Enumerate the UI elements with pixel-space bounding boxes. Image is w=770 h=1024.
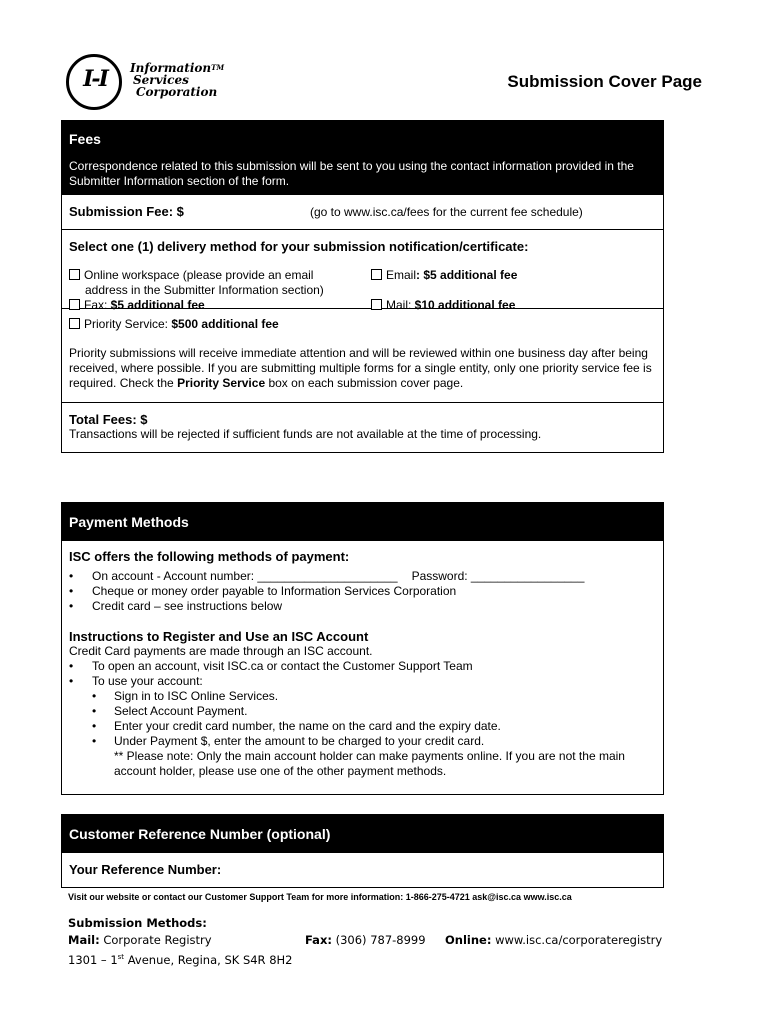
list-item: • Under Payment $, enter the amount to be charged to your credit card. <box>92 734 656 749</box>
submission-methods <box>68 915 688 969</box>
logo-tm: TM <box>211 63 225 72</box>
mail-method-label: Mail: <box>68 933 100 947</box>
online-method-value: www.isc.ca/corporateregistry <box>491 933 663 947</box>
mailing-address <box>68 949 688 969</box>
list-item: • To open an account, visit ISC.ca or contact the Customer Support Team <box>69 659 656 674</box>
reference-section <box>61 814 664 888</box>
reference-label: Your Reference Number: <box>69 862 222 877</box>
password-line: Password: _________________ <box>411 569 585 583</box>
total-fees-label: Total Fees: $ <box>69 412 148 427</box>
logo-line-1: Information <box>130 61 212 75</box>
payment-section <box>61 502 664 795</box>
fees-section <box>61 120 664 453</box>
payment-header <box>62 503 663 541</box>
email-fee: : $5 additional fee <box>416 268 518 282</box>
logo-mark: I-I <box>83 66 107 92</box>
list-item: • Enter your credit card number, the name on the card and the expiry date. <box>92 719 656 734</box>
mail-checkbox[interactable] <box>371 299 382 310</box>
online-method-label: Online: <box>445 933 492 947</box>
fax-method-value: (306) 787-8999 <box>331 933 426 947</box>
contact-line: Visit our website or contact our Customer Support Team for more information: 1-866-275-4721 ask@isc.ca www.isc.ca <box>68 892 572 902</box>
priority-checkbox[interactable] <box>69 318 80 329</box>
logo-line-2: Services <box>133 73 189 87</box>
mail-option[interactable] <box>371 298 515 313</box>
list-item: • Credit card – see instructions below <box>69 599 656 614</box>
total-fees-row <box>62 402 663 452</box>
instructions-list <box>69 659 656 689</box>
online-workspace-option[interactable] <box>69 268 359 298</box>
online-workspace-label: Online workspace (please provide an email <box>84 268 314 282</box>
submission-fee-note: (go to www.isc.ca/fees for the current fee schedule) <box>310 205 583 219</box>
fax-label: Fax: <box>84 298 111 312</box>
mail-method <box>68 933 212 947</box>
priority-fee: $500 additional fee <box>171 317 279 331</box>
page-title: Submission Cover Page <box>507 72 702 91</box>
delivery-method-row <box>62 229 663 312</box>
email-option[interactable] <box>371 268 517 283</box>
fax-option[interactable] <box>69 298 656 313</box>
reference-row[interactable] <box>62 853 663 887</box>
fees-heading: Fees <box>69 131 101 147</box>
mail-fee: $10 additional fee <box>414 298 516 312</box>
online-method <box>445 932 662 949</box>
address-pre: 1301 – 1 <box>68 952 118 967</box>
delivery-options <box>69 268 656 313</box>
fax-method <box>305 932 426 949</box>
submission-methods-heading: Submission Methods: <box>68 916 207 930</box>
address-post: Avenue, Regina, SK S4R 8H2 <box>124 952 293 967</box>
priority-text-1: Priority submissions will receive immediate attention and will be reviewed within one business day after being received, where possible. If you are submitting multiple forms for a single entity, only one priority service fee is required. Check the <box>69 346 652 390</box>
methods-heading: ISC offers the following methods of payment: <box>69 549 350 564</box>
mail-label: Mail: <box>386 298 415 312</box>
mail-method-value: Corporate Registry <box>99 933 212 947</box>
reference-heading: Customer Reference Number (optional) <box>69 826 331 842</box>
submission-fee-label: Submission Fee: $ <box>69 204 184 219</box>
priority-option[interactable] <box>69 317 656 332</box>
reference-header <box>62 815 663 853</box>
payment-heading: Payment Methods <box>69 514 189 530</box>
priority-label: Priority Service: <box>84 317 172 331</box>
priority-text-bold: Priority Service <box>177 376 266 390</box>
submission-methods-row <box>68 932 688 949</box>
instructions-heading: Instructions to Register and Use an ISC Account <box>69 629 369 644</box>
address-sup: st <box>117 953 125 961</box>
list-item: • Sign in to ISC Online Services. <box>92 689 656 704</box>
account-steps-list <box>69 689 656 749</box>
fees-header <box>62 121 663 195</box>
delivery-heading: Select one (1) delivery method for your submission notification/certificate: <box>69 239 529 254</box>
fax-method-label: Fax: <box>305 933 332 947</box>
fees-intro: Correspondence related to this submission will be sent to you using the contact information provided in the Submitter Information section of the form. <box>69 159 634 188</box>
payment-body <box>62 541 663 779</box>
priority-row <box>62 308 663 402</box>
isc-logo <box>64 52 244 114</box>
online-workspace-checkbox[interactable] <box>69 269 80 280</box>
account-number-line: On account - Account number: _____________________ <box>92 569 398 583</box>
list-item <box>69 569 656 584</box>
priority-description <box>69 346 656 391</box>
list-item: • To use your account: <box>69 674 656 689</box>
fax-fee: $5 additional fee <box>110 298 205 312</box>
fax-checkbox[interactable] <box>69 299 80 310</box>
email-checkbox[interactable] <box>371 269 382 280</box>
list-item: • Cheque or money order payable to Information Services Corporation <box>69 584 656 599</box>
logo-wordmark <box>130 62 224 98</box>
priority-text-2: box on each submission cover page. <box>265 376 464 390</box>
list-item: • Select Account Payment. <box>92 704 656 719</box>
logo-line-3: Corporation <box>136 85 218 99</box>
online-workspace-label-2: address in the Submitter Information section) <box>85 283 324 297</box>
total-fees-note: Transactions will be rejected if sufficient funds are not available at the time of processing. <box>69 427 542 441</box>
payment-methods-list <box>69 569 656 614</box>
submission-fee-row <box>62 195 663 229</box>
instructions-intro: Credit Card payments are made through an ISC account. <box>69 644 373 658</box>
email-label: Email <box>386 268 417 282</box>
account-holder-note: ** Please note: Only the main account holder can make payments online. If you are not the main account holder, please use one of the other payment methods. <box>114 749 625 778</box>
